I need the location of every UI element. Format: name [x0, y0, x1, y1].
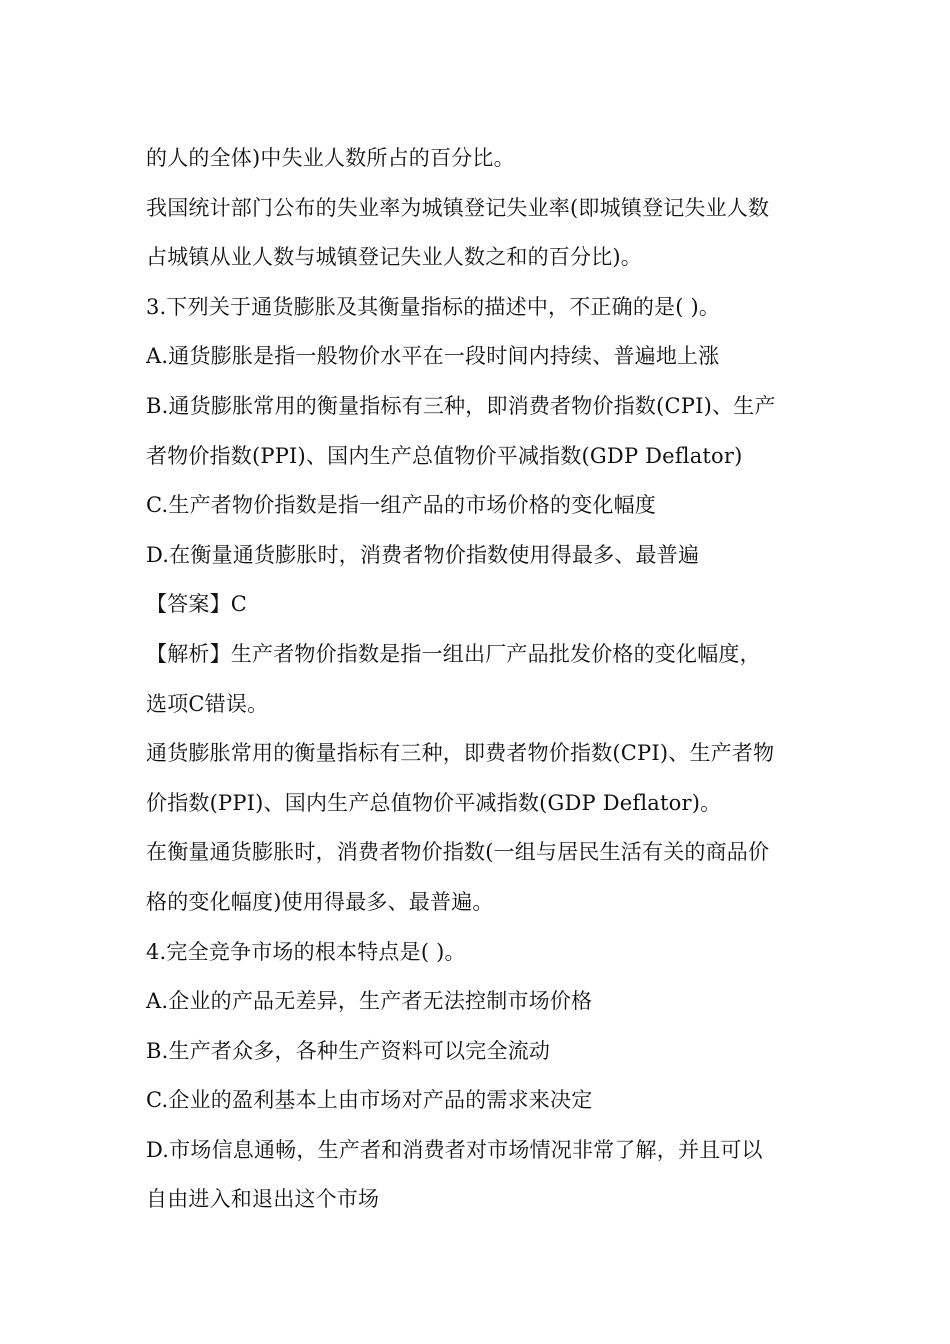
question-3-analysis-indicators-cont: 价指数(PPI)、国内生产总值物价平减指数(GDP Deflator)。 — [146, 790, 722, 815]
question-3-option-a: A.通货膨胀是指一般物价水平在一段时间内持续、普遍地上涨 — [146, 344, 720, 369]
question-3-analysis-cont: 选项C错误。 — [146, 691, 269, 716]
question-3-answer: 【答案】C — [146, 592, 248, 617]
text-line-q2-explanation-end: 的人的全体)中失业人数所占的百分比。 — [146, 146, 515, 170]
question-3-option-b: B.通货膨胀常用的衡量指标有三种，即消费者物价指数(CPI)、生产 — [146, 393, 776, 418]
question-3-option-c: C.生产者物价指数是指一组产品的市场价格的变化幅度 — [146, 493, 656, 518]
text-line-unemployment-definition: 我国统计部门公布的失业率为城镇登记失业率(即城镇登记失业人数 — [146, 195, 770, 220]
question-3-analysis-indicators: 通货膨胀常用的衡量指标有三种，即费者物价指数(CPI)、生产者物 — [146, 741, 775, 766]
question-3-analysis-cpi-cont: 格的变化幅度)使用得最多、最普遍。 — [146, 889, 494, 914]
question-3-option-b-cont: 者物价指数(PPI)、国内生产总值物价平减指数(GDP Deflator) — [146, 443, 743, 468]
question-3-analysis-cpi: 在衡量通货膨胀时，消费者物价指数(一组与居民生活有关的商品价 — [146, 840, 770, 865]
question-3-analysis: 【解析】生产者物价指数是指一组出厂产品批发价格的变化幅度， — [146, 641, 761, 666]
question-4-option-a: A.企业的产品无差异，生产者无法控制市场价格 — [146, 989, 593, 1014]
question-4-stem: 4.完全竞争市场的根本特点是( )。 — [146, 939, 466, 964]
text-line-unemployment-definition-cont: 占城镇从业人数与城镇登记失业人数之和的百分比)。 — [146, 245, 642, 270]
question-4-option-d: D.市场信息通畅，生产者和消费者对市场情况非常了解，并且可以 — [146, 1137, 763, 1162]
question-4-option-d-cont: 自由进入和退出这个市场 — [146, 1187, 380, 1212]
question-4-option-b: B.生产者众多，各种生产资料可以完全流动 — [146, 1038, 551, 1063]
question-4-option-c: C.企业的盈利基本上由市场对产品的需求来决定 — [146, 1088, 593, 1113]
question-3-stem: 3.下列关于通货膨胀及其衡量指标的描述中，不正确的是( )。 — [146, 294, 721, 319]
document-body — [146, 134, 816, 1225]
question-3-option-d: D.在衡量通货膨胀时，消费者物价指数使用得最多、最普遍 — [146, 542, 700, 567]
